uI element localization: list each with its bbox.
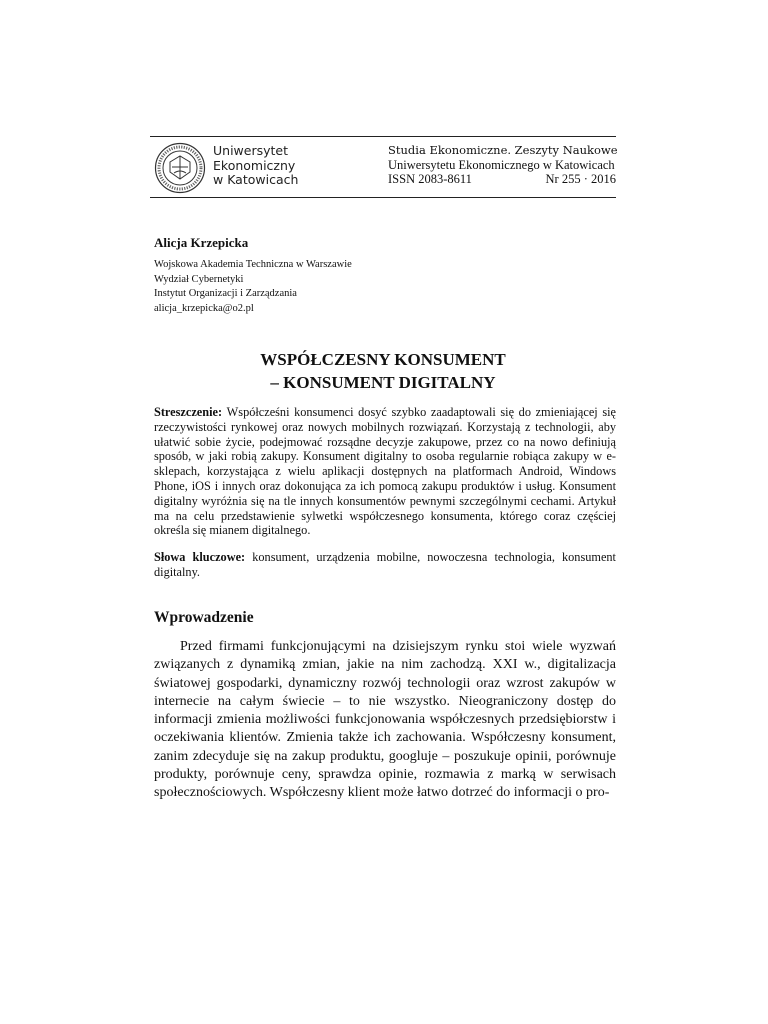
journal-publisher: Uniwersytetu Ekonomicznego w Katowicach [388,157,615,172]
university-name-line: Uniwersytet [213,143,288,158]
university-name [213,144,298,188]
section-heading: Wprowadzenie [154,609,254,626]
author-email: alicja_krzepicka@o2.pl [154,302,254,314]
author-name: Alicja Krzepicka [154,235,249,250]
author-affiliation [154,258,352,316]
body-paragraph: Przed firmami funkcjonującymi na dzisiejszym rynku stoi wiele wyzwań związanych z dynamiką zmian, jakie na nim zachodzą. XXI w., digitalizacja światowej gospodarki, dynamiczny rozwój technologii oraz wzrost zakupów w internecie na całym świecie – to nie wszystko. Nieograniczony dostęp do informacji zmienia możliwości funkcjonowania współczesnych przedsiębiorstw i oczekiwania klientów. Zmienia także ich zachowania. Współczesny konsument, zanim zdecyduje się na zakup produktu, googluje – poszukuje opinii, porównuje produkty, porównuje ceny, sprawdza opinie, rozmawia z marką w serwisach społecznościowych. Współczesny klient może łatwo dotrzeć do informacji o pro- [154,639,616,801]
affiliation-line: Wojskowa Akademia Techniczna w Warszawie [154,259,352,270]
keywords-label: Słowa kluczowe: [154,550,253,564]
paper-title [150,348,616,394]
affiliation-line: Instytut Organizacji i Zarządzania [154,288,297,299]
university-name-line: w Katowicach [213,172,299,187]
paper-title-line: – KONSUMENT DIGITALNY [270,373,496,392]
journal-issn: ISSN 2083-8611 [388,172,472,186]
university-name-line: Ekonomiczny [213,157,296,173]
journal-info [388,143,616,187]
journal-issue: Nr 255 · 2016 [545,172,616,186]
journal-issue-line [388,172,616,187]
journal-header [150,136,616,198]
abstract-text: Współcześni konsumenci dosyć szybko zaadaptowali się do zmieniającej się rzeczywistości rynkowej oraz nowych mobilnych rozwiązań. Korzystają z technologii, aby ułatwić sobie życie, podejmować rozsądne decyzje zakupowe, przez co na nowo definiują sposób, w jaki robią zakupy. Konsument digitalny to osoba regularnie robiąca zakupy w e-sklepach, korzystająca z wielu aplikacji dostępnych na platformach Android, Windows Phone, iOS i innych oraz dokonująca za ich pomocą zakupu produktów i usług. Konsument digitalny wyróżnia się na tle innych konsumentów pewnymi szczególnymi cechami. Artykuł ma na celu przedstawienie sylwetki współczesnego konsumenta, którego coraz częściej określa się mianem digitalnego. [154,405,616,538]
paper-title-line: WSPÓŁCZESNY KONSUMENT [260,350,506,369]
abstract [154,405,616,538]
journal-title: Studia Ekonomiczne. Zeszyty Naukowe [388,143,618,157]
keywords-text: konsument, urządzenia mobilne, nowoczesna technologia, konsument digitalny. [154,550,616,579]
affiliation-line: Wydział Cybernetyki [154,273,244,285]
university-seal-icon [154,142,206,194]
abstract-label: Streszczenie: [154,405,227,419]
keywords [154,550,616,580]
